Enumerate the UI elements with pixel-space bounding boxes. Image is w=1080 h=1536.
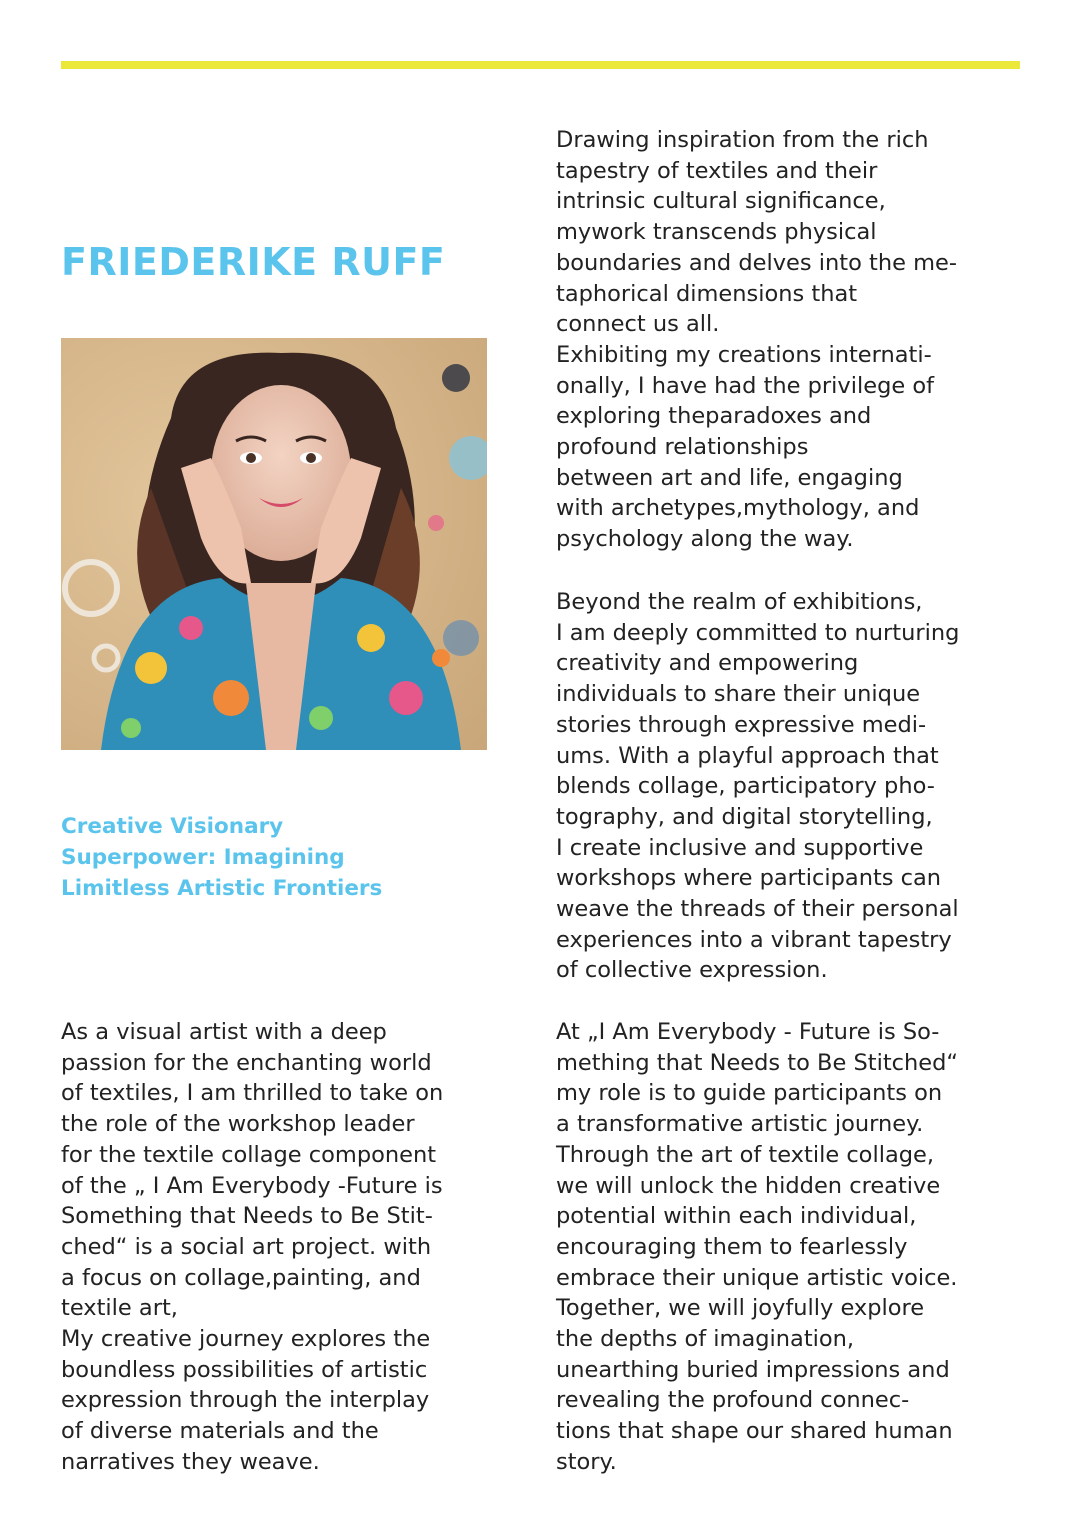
inspiration-line: Drawing inspiration from the rich — [556, 127, 929, 153]
inspiration-line: psychology along the way. — [556, 526, 854, 553]
workshops-line: workshops where participants can — [556, 865, 942, 892]
intro-line: for the textile collage component — [61, 1141, 437, 1168]
workshops-line: Beyond the realm of exhibitions, — [556, 589, 923, 615]
top-accent-rule — [61, 61, 1020, 69]
workshops-line: blends collage, participatory pho- — [556, 773, 935, 800]
role-line: my role is to guide participants on — [556, 1080, 943, 1107]
intro-line: As a visual artist with a deep — [61, 1019, 387, 1045]
intro-line: My creative journey explores the — [61, 1326, 431, 1353]
inspiration-line: mywork transcends physical — [556, 219, 877, 246]
tagline — [61, 811, 481, 904]
inspiration-line: taphorical dimensions that — [556, 280, 858, 307]
inspiration-line: onally, I have had the privilege of — [556, 372, 935, 399]
role-line: we will unlock the hidden creative — [556, 1172, 941, 1199]
inspiration-paragraph — [556, 125, 1026, 555]
tagline-line: Creative Visionary — [61, 814, 284, 839]
inspiration-line: connect us all. — [556, 311, 720, 338]
role-line: potential within each individual, — [556, 1203, 917, 1230]
workshops-line: stories through expressive medi- — [556, 711, 927, 738]
role-line: tions that shape our shared human — [556, 1418, 953, 1445]
role-line: unearthing buried impressions and — [556, 1356, 950, 1383]
intro-line: of the „ I Am Everybody -Future is — [61, 1172, 443, 1199]
inspiration-line: intrinsic cultural significance, — [556, 188, 886, 215]
portrait-photo — [61, 338, 487, 750]
workshops-line: of collective expression. — [556, 957, 828, 984]
intro-line: a focus on collage,painting, and — [61, 1264, 421, 1291]
artist-name-heading: FRIEDERIKE RUFF — [61, 240, 446, 284]
role-line: encouraging them to fearlessly — [556, 1233, 908, 1260]
tagline-line: Superpower: Imagining — [61, 845, 345, 870]
inspiration-line: tapestry of textiles and their — [556, 157, 878, 184]
role-line: the depths of imagination, — [556, 1326, 855, 1353]
intro-line: Something that Needs to Be Stit- — [61, 1203, 433, 1230]
intro-line: the role of the workshop leader — [61, 1111, 415, 1138]
intro-line: textile art, — [61, 1295, 178, 1322]
inspiration-line: profound relationships — [556, 434, 809, 461]
workshops-paragraph — [556, 587, 1026, 986]
role-line: Through the art of textile collage, — [556, 1141, 935, 1168]
workshops-line: tography, and digital storytelling, — [556, 803, 933, 830]
intro-line: boundless possibilities of artistic — [61, 1356, 428, 1383]
inspiration-line: between art and life, engaging — [556, 464, 903, 491]
workshops-line: I am deeply committed to nurturing — [556, 619, 960, 646]
workshops-line: experiences into a vibrant tapestry — [556, 926, 952, 953]
role-line: story. — [556, 1448, 617, 1475]
intro-line: ched“ is a social art project. with — [61, 1233, 432, 1260]
role-paragraph — [556, 1017, 1026, 1478]
intro-line: narratives they weave. — [61, 1448, 320, 1475]
inspiration-line: Exhibiting my creations internati- — [556, 341, 932, 368]
role-line: a transformative artistic journey. — [556, 1111, 924, 1138]
role-line: Together, we will joyfully explore — [556, 1295, 925, 1322]
workshops-line: individuals to share their unique — [556, 681, 921, 708]
workshops-line: ums. With a playful approach that — [556, 742, 939, 769]
workshops-line: creativity and empowering — [556, 650, 859, 677]
role-line: mething that Needs to Be Stitched“ — [556, 1049, 959, 1076]
intro-line: of diverse materials and the — [61, 1418, 379, 1445]
intro-line: passion for the enchanting world — [61, 1049, 432, 1076]
tagline-line: Limitless Artistic Frontiers — [61, 876, 383, 901]
intro-line: expression through the interplay — [61, 1387, 430, 1414]
inspiration-line: exploring theparadoxes and — [556, 403, 872, 430]
intro-paragraph — [61, 1017, 511, 1478]
workshops-line: I create inclusive and supportive — [556, 834, 924, 861]
workshops-line: weave the threads of their personal — [556, 896, 959, 923]
inspiration-line: with archetypes,mythology, and — [556, 495, 920, 522]
portrait-illustration — [61, 338, 487, 750]
role-line: revealing the profound connec- — [556, 1387, 910, 1414]
intro-line: of textiles, I am thrilled to take on — [61, 1080, 444, 1107]
role-line: embrace their unique artistic voice. — [556, 1264, 958, 1291]
role-line: At „I Am Everybody - Future is So- — [556, 1019, 940, 1045]
inspiration-line: boundaries and delves into the me- — [556, 249, 957, 276]
